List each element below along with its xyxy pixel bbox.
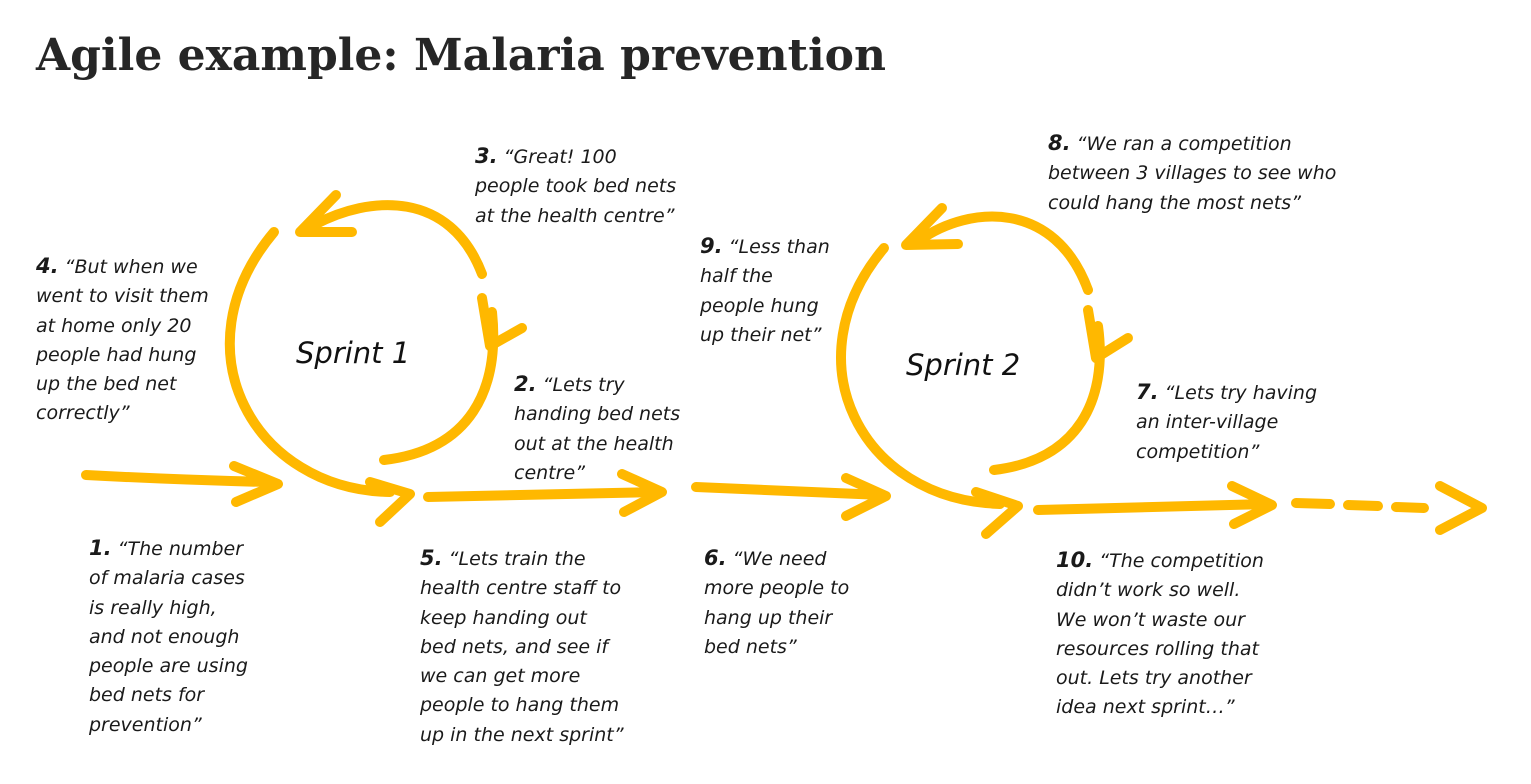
note-7	[1136, 378, 1317, 467]
note-text: “Lets try	[542, 374, 625, 396]
sprint-2-label: Sprint 2	[906, 348, 1021, 382]
note-text: “Great! 100	[503, 146, 617, 168]
note-number: 2.	[514, 372, 537, 396]
page-title: Agile example: Malaria prevention	[36, 30, 887, 81]
note-line	[700, 232, 830, 262]
note-line: half the	[700, 265, 773, 288]
note-line: at home only 20	[36, 314, 192, 337]
note-line	[36, 252, 209, 282]
note-line: of malaria cases	[89, 567, 245, 590]
note-line: between 3 villages to see who	[1048, 162, 1337, 185]
note-line: handing bed nets	[514, 403, 681, 426]
note-line: health centre staff to	[420, 577, 622, 600]
note-line	[1056, 546, 1264, 576]
note-number: 4.	[36, 254, 59, 278]
note-line: people hung	[700, 294, 819, 317]
note-line: centre”	[514, 461, 585, 484]
note-number: 6.	[704, 546, 727, 570]
note-number: 9.	[700, 234, 723, 258]
note-line: we can get more	[420, 665, 581, 688]
inflow-arrow	[86, 475, 268, 482]
continuation-dash	[1396, 507, 1424, 508]
sprint-1-loop-head-up	[482, 298, 522, 346]
note-line: is really high,	[89, 596, 217, 619]
note-line: didn’t work so well.	[1056, 579, 1241, 602]
note-line: at the health centre”	[475, 204, 675, 227]
connector-arrow-3	[1038, 504, 1268, 510]
note-line: people to hang them	[420, 694, 620, 717]
note-line: and not enough	[89, 625, 240, 648]
continuation-dash	[1348, 505, 1378, 506]
note-line: more people to	[704, 577, 850, 600]
note-line: out at the health	[514, 432, 674, 455]
note-text: “We need	[732, 548, 827, 570]
note-line: prevention”	[89, 713, 202, 736]
note-line: We won’t waste our	[1056, 608, 1245, 631]
note-line	[475, 142, 676, 172]
note-8	[1048, 129, 1336, 218]
note-line: keep handing out	[420, 606, 587, 629]
note-9	[700, 232, 830, 350]
note-line: went to visit them	[36, 285, 209, 308]
sprint-1-loop-upper	[314, 205, 482, 274]
note-line	[420, 544, 624, 574]
note-number: 8.	[1048, 131, 1071, 155]
connector-arrow-2	[696, 487, 882, 495]
note-line	[89, 534, 248, 564]
note-text: “Lets train the	[448, 548, 586, 570]
sprint-1-loop-lower	[384, 312, 493, 460]
note-1	[89, 534, 248, 740]
note-line: up the bed net	[36, 373, 177, 396]
note-line	[704, 544, 849, 574]
note-line: bed nets”	[704, 635, 797, 658]
note-text: “But when we	[64, 256, 198, 278]
sprint-2-loop-head-up	[1088, 310, 1128, 358]
note-line: up their net”	[700, 323, 822, 346]
note-number: 3.	[475, 144, 498, 168]
note-line: resources rolling that	[1056, 637, 1259, 660]
connector-arrow-1	[428, 492, 658, 497]
sprint-1-label: Sprint 1	[296, 336, 411, 370]
note-4	[36, 252, 209, 429]
sprint-2-exit-head	[976, 492, 1018, 534]
note-line	[514, 370, 680, 400]
note-line: people had hung	[36, 343, 197, 366]
note-line: people took bed nets	[475, 175, 677, 198]
note-3	[475, 142, 676, 231]
note-number: 5.	[420, 546, 443, 570]
note-line: correctly”	[36, 402, 130, 425]
note-line: up in the next sprint”	[420, 723, 624, 746]
note-number: 7.	[1136, 380, 1159, 404]
note-line: hang up their	[704, 606, 833, 629]
note-text: “We ran a competition	[1076, 133, 1292, 155]
note-10	[1056, 546, 1264, 723]
note-text: “Less than	[728, 236, 830, 258]
note-line: people are using	[89, 655, 248, 678]
note-5	[420, 544, 624, 750]
sprint-2-loop-upper	[920, 217, 1088, 290]
note-line	[1136, 378, 1317, 408]
note-text: “The number	[117, 538, 244, 560]
note-line: out. Lets try another	[1056, 667, 1252, 690]
note-6	[704, 544, 849, 662]
note-text: “Lets try having	[1164, 382, 1318, 404]
sprint-1-exit-head	[370, 482, 410, 522]
continuation-arrow-head	[1440, 486, 1482, 530]
note-line: idea next sprint…”	[1056, 696, 1235, 719]
note-text: “The competition	[1099, 550, 1264, 572]
note-line: competition”	[1136, 440, 1260, 463]
note-line: bed nets, and see if	[420, 635, 609, 658]
note-line: an inter-village	[1136, 411, 1279, 434]
note-line	[1048, 129, 1336, 159]
note-line: could hang the most nets”	[1048, 191, 1301, 214]
continuation-dash	[1296, 503, 1330, 504]
note-number: 10.	[1056, 548, 1094, 572]
note-line: bed nets for	[89, 684, 205, 707]
note-number: 1.	[89, 536, 112, 560]
note-2	[514, 370, 680, 488]
